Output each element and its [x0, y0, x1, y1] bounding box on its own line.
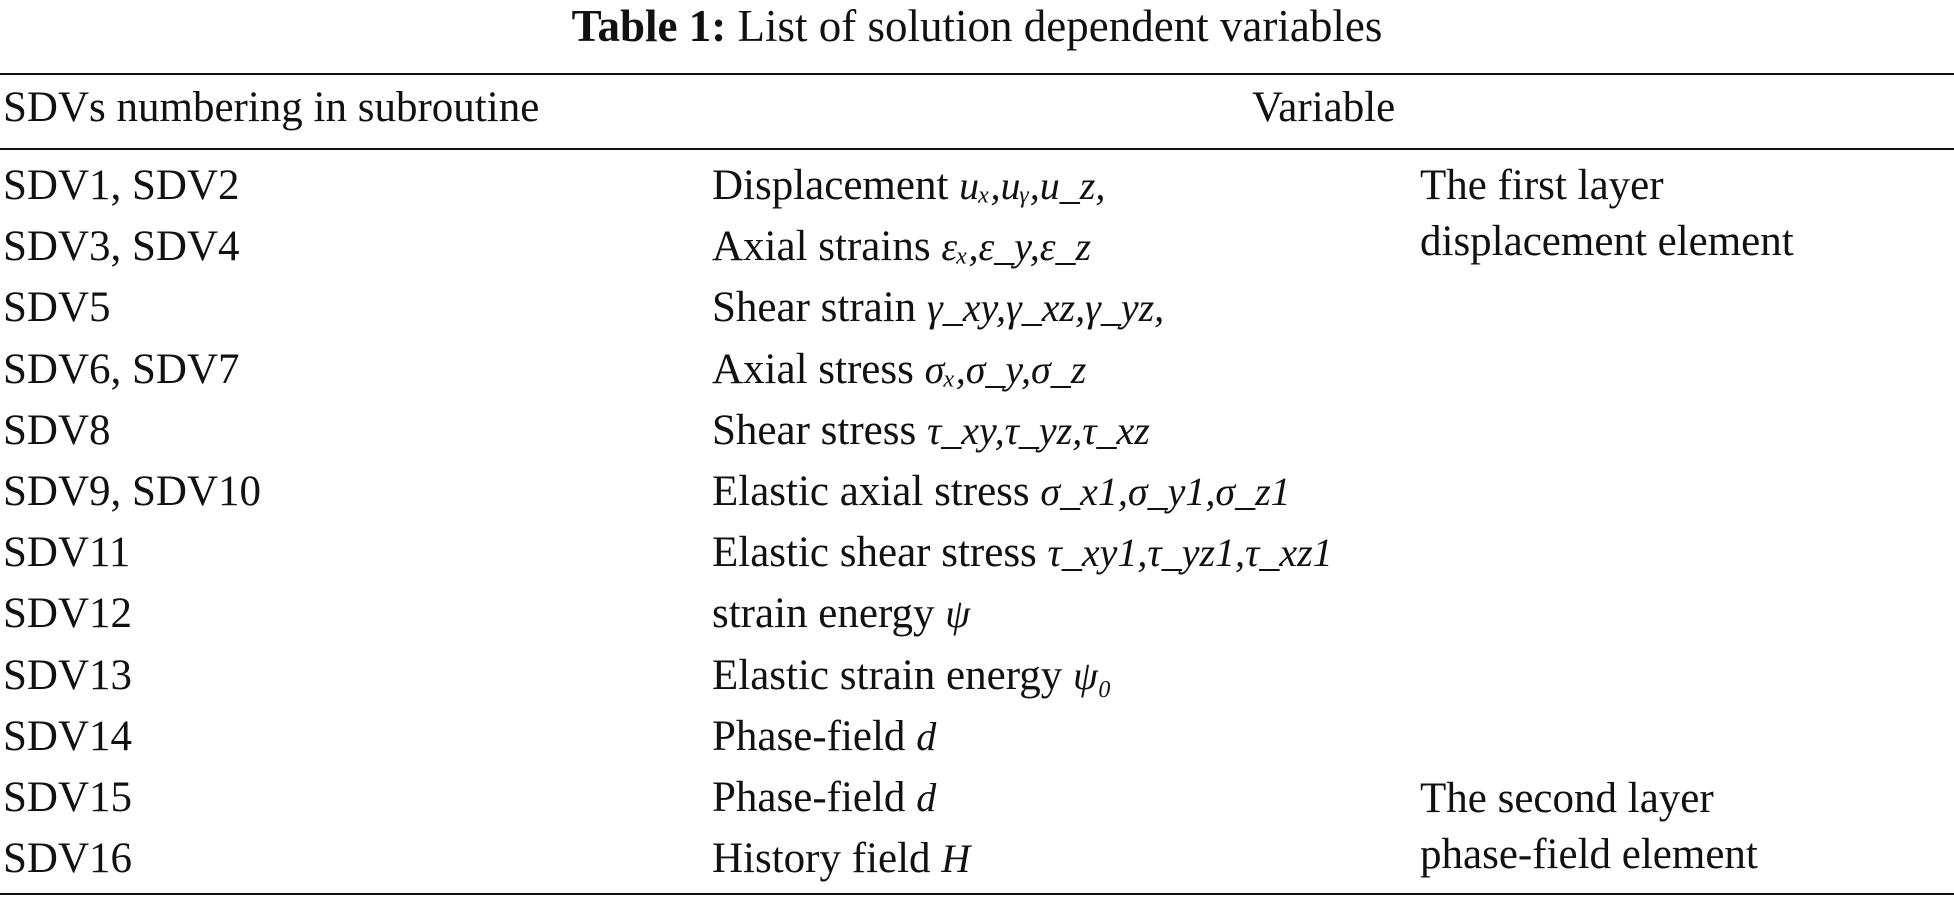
group-label-line: displacement element — [1420, 218, 1794, 265]
variable-cell — [712, 647, 1112, 705]
table-row — [0, 585, 1954, 646]
table-row — [0, 524, 1954, 585]
variable-label: Displacement — [712, 162, 949, 209]
variable-symbol: τ_xy1,τ_yz1,τ_xz1 — [1047, 530, 1333, 576]
sdv-cell: SDV9, SDV10 — [3, 468, 262, 515]
header-variable: Variable — [1252, 84, 1396, 131]
variable-symbol: H — [941, 836, 971, 882]
variable-symbol: γ_xy,γ_xz,γ_yz, — [926, 285, 1165, 331]
table-row — [0, 463, 1954, 524]
sdv-cell: SDV8 — [3, 406, 111, 454]
group-label-line: The second layer — [1420, 775, 1714, 822]
caption-text: List of solution dependent variables — [737, 1, 1383, 51]
variable-label: Axial strains — [712, 223, 931, 271]
variable-symbol: σ_x1,σ_y1,σ_z1 — [1040, 469, 1291, 514]
variable-cell — [712, 402, 1150, 460]
variable-label: Axial stress — [712, 345, 914, 393]
variable-cell — [712, 585, 970, 643]
variable-symbol: d — [916, 713, 937, 759]
variable-label: Shear strain — [712, 284, 917, 332]
table-row — [0, 708, 1954, 769]
caption-label: Table 1: — [571, 1, 727, 51]
group-label-line: The first layer — [1420, 162, 1664, 209]
header-sdv: SDVs numbering in subroutine — [3, 84, 540, 131]
sdv-cell: SDV16 — [3, 835, 133, 883]
sdv-cell: SDV3, SDV4 — [3, 223, 240, 271]
sdv-cell: SDV12 — [3, 590, 133, 638]
group-label-first-layer — [1420, 158, 1794, 270]
variable-symbol: τ_xy,τ_yz,τ_xz — [926, 407, 1150, 453]
variable-cell — [712, 463, 1291, 521]
variable-label: Elastic strain energy — [712, 651, 1063, 699]
variable-symbol: d — [916, 775, 937, 820]
variable-cell — [712, 157, 1105, 215]
table-row — [0, 647, 1954, 708]
table-caption — [0, 2, 1954, 52]
table-top-rule — [0, 73, 1954, 75]
table-bottom-rule — [0, 893, 1954, 895]
sdv-cell: SDV6, SDV7 — [3, 345, 240, 393]
sdv-cell: SDV5 — [3, 284, 111, 332]
variable-label: Phase-field — [712, 712, 906, 760]
variable-label: Elastic axial stress — [712, 468, 1030, 515]
sdv-cell: SDV15 — [3, 774, 133, 821]
variable-label: strain energy — [712, 590, 935, 638]
variable-cell — [712, 524, 1333, 582]
variable-label: History field — [712, 835, 931, 883]
variable-cell — [712, 218, 1091, 276]
variable-cell — [712, 708, 936, 766]
variable-symbol: εₓ,ε_y,ε_z — [941, 224, 1092, 270]
table-header-rule — [0, 148, 1954, 150]
group-label-second-layer — [1420, 771, 1758, 883]
variable-cell — [712, 769, 936, 827]
table-row — [0, 402, 1954, 463]
sdv-cell: SDV1, SDV2 — [3, 162, 240, 209]
variable-cell — [712, 830, 970, 888]
table-row — [0, 279, 1954, 340]
variable-cell — [712, 279, 1164, 337]
variable-symbol: ψ — [945, 591, 971, 637]
variable-label: Shear stress — [712, 406, 917, 454]
variable-label: Phase-field — [712, 774, 906, 821]
sdv-cell: SDV11 — [3, 529, 131, 577]
variable-symbol: uₓ,uᵧ,u_z, — [959, 163, 1106, 208]
variable-label: Elastic shear stress — [712, 529, 1037, 577]
variable-cell — [712, 341, 1086, 399]
table-row — [0, 341, 1954, 402]
variable-symbol: ψ₀ — [1073, 652, 1112, 698]
group-label-line: phase-field element — [1420, 831, 1758, 878]
variable-symbol: σₓ,σ_y,σ_z — [924, 346, 1087, 392]
sdv-cell: SDV14 — [3, 712, 133, 760]
sdv-cell: SDV13 — [3, 651, 133, 699]
